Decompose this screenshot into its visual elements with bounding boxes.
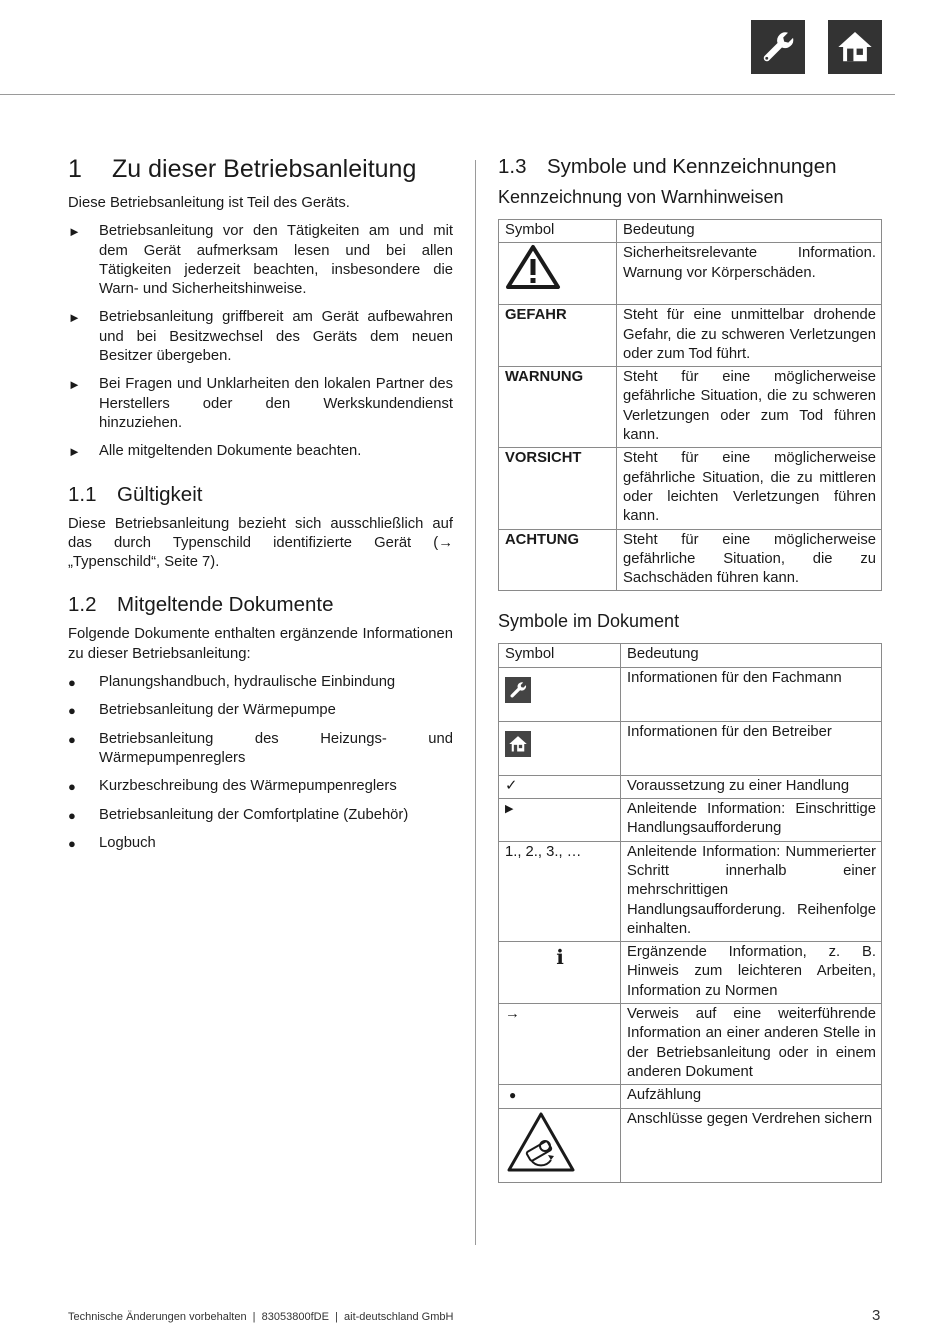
table-header-cell: Symbol — [499, 220, 617, 243]
section-1-heading — [68, 155, 453, 184]
list-item — [68, 442, 453, 461]
table-row — [499, 1004, 882, 1085]
table-row — [499, 1108, 882, 1182]
warning-table-heading: Kennzeichnung von Warnhinweisen — [498, 187, 784, 207]
table-header-cell: Bedeutung — [621, 644, 882, 667]
arrow-bullet-icon: ► — [68, 224, 81, 240]
table-row — [499, 1085, 882, 1108]
list-item-text: Betriebsanleitung des Heizungs- und Wärmepumpenreglers — [99, 730, 453, 766]
right-column — [498, 155, 882, 1203]
table-header-cell: Bedeutung — [617, 220, 882, 243]
table-cell-meaning: Informationen für den Betreiber — [621, 721, 882, 775]
table-cell-meaning: Informationen für den Fachmann — [621, 667, 882, 721]
section-1-intro: Diese Betriebsanleitung ist Teil des Geräts. — [68, 195, 350, 211]
section-1-1-text: Diese Betriebsanleitung bezieht sich ausschließlich auf das durch Typenschild identifizierte Gerät (→ „Typenschild“, Seite 7). — [68, 515, 453, 571]
left-column — [68, 155, 453, 862]
table-cell-meaning: Steht für eine unmittelbar drohende Gefahr, die zu schweren Verletzungen oder zum Tod führt. — [617, 305, 882, 367]
arrow-bullet-icon: ► — [68, 377, 81, 393]
list-item — [68, 308, 453, 366]
list-item — [68, 834, 453, 853]
bullet-icon: ● — [68, 731, 76, 747]
list-item-text: Alle mitgeltenden Dokumente beachten. — [99, 443, 362, 460]
table-cell-symbol: ACHTUNG — [499, 529, 617, 591]
table-header-row — [499, 220, 882, 243]
list-item-text: Bei Fragen und Unklarheiten den lokalen Partner des Herstellers oder den Werkskundendienst hinzuziehen. — [99, 376, 453, 431]
symbols-table — [498, 643, 882, 1182]
section-title: Gültigkeit — [117, 482, 203, 506]
column-divider — [475, 160, 476, 1245]
list-item-text: Betriebsanleitung der Comfortplatine (Zubehör) — [99, 806, 409, 823]
list-item-text: Logbuch — [99, 834, 156, 851]
list-item — [68, 375, 453, 433]
footer-text: Technische Änderungen vorbehalten | 83053800fDE | ait-deutschland GmbH — [68, 1311, 454, 1323]
list-item — [68, 701, 453, 720]
table-cell-symbol: WARNUNG — [499, 367, 617, 448]
list-item — [68, 777, 453, 796]
arrow-bullet-icon: ► — [68, 444, 81, 460]
table-cell-meaning: Steht für eine möglicherweise gefährliche Situation, die zu Sachschäden führen kann. — [617, 529, 882, 591]
table-row — [499, 529, 882, 591]
list-item-text: Betriebsanleitung vor den Tätigkeiten am und mit dem Gerät aufmerksam lesen und bei allen Tätigkeiten jederzeit beachten, insbesondere die Warn- und Sicherheitshinweise. — [99, 223, 453, 298]
section-1-1-heading — [68, 483, 453, 507]
table-row — [499, 448, 882, 529]
table-row — [499, 799, 882, 842]
table-cell-meaning: Anleitende Information: Nummerierter Schritt innerhalb einer mehrschrittigen Handlungsaufforderung. Reihenfolge einhalten. — [621, 841, 882, 941]
section-title: Zu dieser Betriebsanleitung — [112, 155, 417, 183]
twist-warning-icon — [505, 1110, 577, 1174]
list-item-text: Betriebsanleitung griffbereit am Gerät aufbewahren und bei Besitzwechsel des Geräts dem neuen Besitzer übergeben. — [99, 309, 453, 365]
list-item-text: Planungshandbuch, hydraulische Einbindung — [99, 674, 396, 691]
table-row — [499, 942, 882, 1004]
bullet-icon: ● — [68, 779, 76, 795]
bullet-icon: ● — [68, 703, 76, 719]
table-cell-meaning: Voraussetzung zu einer Handlung — [621, 775, 882, 798]
table-cell-meaning: Steht für eine möglicherweise gefährliche Situation, die zu schweren Verletzungen oder zum Tod führen kann. — [617, 367, 882, 448]
bullet-icon: ● — [68, 675, 76, 691]
table-row — [499, 243, 882, 305]
table-cell-meaning: Anleitende Information: Einschrittige Handlungsaufforderung — [621, 799, 882, 842]
page-number: 3 — [872, 1307, 881, 1324]
arrow-bullet-icon: ► — [68, 310, 81, 326]
section-1-3-heading — [498, 155, 882, 179]
house-icon — [505, 731, 531, 757]
section-1-list — [68, 222, 453, 461]
list-item — [68, 806, 453, 825]
list-item-text: Betriebsanleitung der Wärmepumpe — [99, 702, 336, 719]
table-cell-meaning: Verweis auf eine weiterführende Information an einer anderen Stelle in der Betriebsanleitung oder in einem anderen Dokument — [621, 1004, 882, 1085]
table-row — [499, 775, 882, 798]
section-1-2-heading — [68, 593, 453, 617]
table-row — [499, 367, 882, 448]
list-item — [68, 222, 453, 299]
list-item — [68, 730, 453, 769]
play-arrow-icon: ▶ — [499, 799, 621, 842]
warning-triangle-icon — [505, 244, 561, 290]
table-header-cell: Symbol — [499, 644, 621, 667]
table-row — [499, 305, 882, 367]
table-cell-symbol: GEFAHR — [499, 305, 617, 367]
header-rule — [0, 94, 895, 95]
section-number: 1 — [68, 155, 82, 183]
info-icon: ℹ — [499, 942, 621, 1004]
list-item-text: Kurzbeschreibung des Wärmepumpenreglers — [99, 778, 397, 795]
bullet-icon: ● — [68, 807, 76, 823]
table-cell-meaning: Steht für eine möglicherweise gefährliche Situation, die zu mittleren oder leichten Verletzungen führen kann. — [617, 448, 882, 529]
wrench-icon — [759, 28, 797, 66]
table-cell-meaning: Sicherheitsrelevante Information. Warnung vor Körperschäden. — [617, 243, 882, 305]
table-cell-symbol: 1., 2., 3., … — [499, 841, 621, 941]
table-cell-symbol — [499, 1108, 621, 1182]
section-1-2-intro: Folgende Dokumente enthalten ergänzende Informationen zu dieser Betriebsanleitung: — [68, 626, 453, 662]
table-cell-meaning: Aufzählung — [621, 1085, 882, 1108]
table-row — [499, 721, 882, 775]
bullet-icon: ● — [68, 835, 76, 851]
header-house-icon — [828, 20, 882, 74]
arrow-right-icon: → — [499, 1004, 621, 1085]
table-cell-symbol — [499, 243, 617, 305]
warning-table — [498, 219, 882, 591]
section-title: Symbole und Kennzeichnungen — [547, 155, 837, 178]
table-cell-symbol — [499, 721, 621, 775]
wrench-icon — [505, 677, 531, 703]
table-row — [499, 841, 882, 941]
check-icon: ✓ — [499, 775, 621, 798]
bullet-icon: ● — [499, 1085, 621, 1108]
symbols-table-heading: Symbole im Dokument — [498, 611, 680, 632]
section-1-2-list — [68, 673, 453, 853]
section-number: 1.1 — [68, 482, 97, 506]
section-title: Mitgeltende Dokumente — [117, 593, 334, 617]
table-cell-symbol — [499, 667, 621, 721]
list-item — [68, 673, 453, 692]
section-number: 1.2 — [68, 593, 97, 617]
table-row — [499, 667, 882, 721]
section-number: 1.3 — [498, 155, 527, 178]
header-wrench-icon — [751, 20, 805, 74]
table-cell-meaning: Ergänzende Information, z. B. Hinweis zum leichteren Arbeiten, Information zu Normen — [621, 942, 882, 1004]
house-icon — [836, 28, 874, 66]
table-cell-meaning: Anschlüsse gegen Verdrehen sichern — [621, 1108, 882, 1182]
table-header-row — [499, 644, 882, 667]
table-cell-symbol: VORSICHT — [499, 448, 617, 529]
